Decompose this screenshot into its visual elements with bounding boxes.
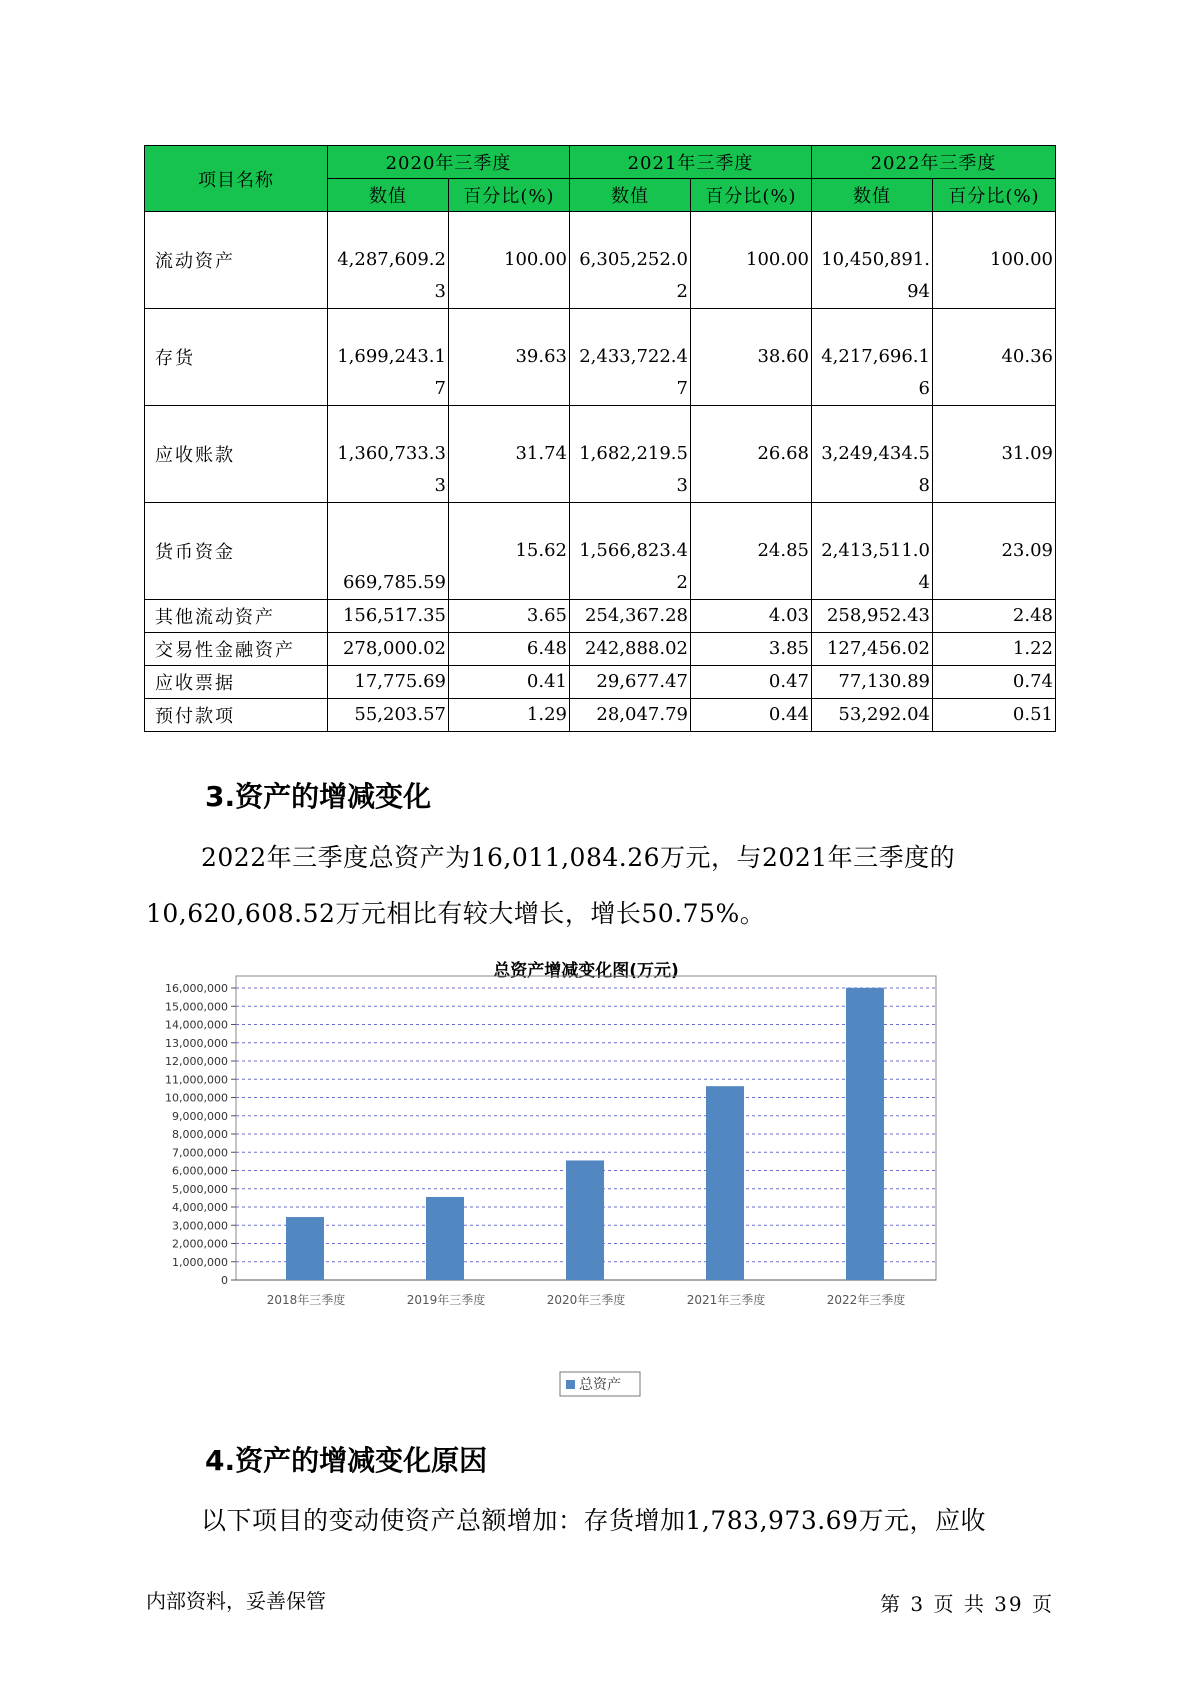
percent-cell: 39.63: [449, 309, 570, 406]
header-item-name: 项目名称: [145, 146, 328, 212]
y-tick-label: 11,000,000: [165, 1073, 228, 1087]
y-tick-label: 10,000,000: [165, 1091, 228, 1105]
y-tick-label: 7,000,000: [172, 1146, 228, 1160]
table-row: [145, 309, 1056, 406]
value-cell: 242,888.02: [570, 633, 691, 666]
row-name: 应收票据: [145, 666, 328, 699]
value-cell: 55,203.57: [328, 699, 449, 732]
header-period-2020: 2020年三季度: [328, 146, 570, 179]
percent-cell: 1.29: [449, 699, 570, 732]
percent-cell: 100.00: [449, 212, 570, 309]
percent-cell: 0.47: [691, 666, 812, 699]
row-name: 货币资金: [145, 503, 328, 600]
row-name: 预付款项: [145, 699, 328, 732]
percent-cell: 100.00: [691, 212, 812, 309]
value-cell: 2,433,722.47: [570, 309, 691, 406]
total-assets-bar-chart: [146, 950, 1026, 1400]
chart-x-axis: [267, 1292, 906, 1307]
page-number: 第 3 页 共 39 页: [880, 1592, 1054, 1616]
header-value: 数值: [328, 179, 449, 212]
table-body: [145, 212, 1056, 732]
percent-cell: 38.60: [691, 309, 812, 406]
percent-cell: 0.44: [691, 699, 812, 732]
x-tick-label: 2021年三季度: [686, 1293, 766, 1307]
y-tick-label: 3,000,000: [172, 1219, 228, 1233]
bar: [706, 1086, 744, 1280]
y-tick-label: 4,000,000: [172, 1201, 228, 1214]
value-cell: 1,682,219.53: [570, 406, 691, 503]
table-header-row: [145, 146, 1056, 179]
row-name: 存货: [145, 309, 328, 406]
table-row: [145, 633, 1056, 666]
header-value: 数值: [812, 179, 933, 212]
value-cell: 53,292.04: [812, 699, 933, 732]
percent-cell: 1.22: [933, 633, 1056, 666]
table-row: [145, 699, 1056, 732]
chart-y-axis: [165, 982, 236, 1287]
row-name: 流动资产: [145, 212, 328, 309]
value-cell: 4,217,696.16: [812, 309, 933, 406]
y-tick-label: 0: [221, 1274, 228, 1287]
bar: [286, 1217, 324, 1280]
row-name: 交易性金融资产: [145, 633, 328, 666]
y-tick-label: 5,000,000: [172, 1182, 228, 1196]
value-cell: 258,952.43: [812, 600, 933, 633]
x-tick-label: 2020年三季度: [546, 1293, 626, 1307]
value-cell: 156,517.35: [328, 600, 449, 633]
header-percent: 百分比(%): [691, 179, 812, 212]
percent-cell: 3.65: [449, 600, 570, 633]
bar: [426, 1197, 464, 1280]
percent-cell: 23.09: [933, 503, 1056, 600]
y-tick-label: 13,000,000: [165, 1036, 228, 1050]
header-value: 数值: [570, 179, 691, 212]
y-tick-label: 14,000,000: [165, 1018, 228, 1032]
percent-cell: 2.48: [933, 600, 1056, 633]
bar: [846, 988, 884, 1280]
value-cell: 28,047.79: [570, 699, 691, 732]
y-tick-label: 9,000,000: [172, 1109, 228, 1123]
percent-cell: 40.36: [933, 309, 1056, 406]
percent-cell: 0.74: [933, 666, 1056, 699]
percent-cell: 26.68: [691, 406, 812, 503]
value-cell: 1,566,823.42: [570, 503, 691, 600]
percent-cell: 3.85: [691, 633, 812, 666]
y-tick-label: 1,000,000: [172, 1255, 228, 1269]
value-cell: 17,775.69: [328, 666, 449, 699]
value-cell: 2,413,511.04: [812, 503, 933, 600]
value-cell: 3,249,434.58: [812, 406, 933, 503]
chart-title: 总资产增减变化图(万元): [493, 961, 679, 981]
bar: [566, 1160, 604, 1280]
table-row: [145, 600, 1056, 633]
x-tick-label: 2018年三季度: [266, 1293, 346, 1307]
x-tick-label: 2022年三季度: [826, 1293, 906, 1307]
percent-cell: 6.48: [449, 633, 570, 666]
legend-label: 总资产: [579, 1377, 621, 1393]
header-percent: 百分比(%): [449, 179, 570, 212]
percent-cell: 15.62: [449, 503, 570, 600]
section-heading: 3.资产的增减变化: [205, 780, 432, 813]
table-row: [145, 503, 1056, 600]
y-tick-label: 6,000,000: [172, 1164, 228, 1178]
value-cell: 278,000.02: [328, 633, 449, 666]
table-row: [145, 406, 1056, 503]
percent-cell: 31.09: [933, 406, 1056, 503]
section-paragraph: 以下项目的变动使资产总额增加：存货增加1,783,973.69万元，应收: [201, 1506, 986, 1535]
value-cell: 669,785.59: [328, 503, 449, 600]
header-period-2022: 2022年三季度: [812, 146, 1056, 179]
value-cell: 254,367.28: [570, 600, 691, 633]
value-cell: 1,699,243.17: [328, 309, 449, 406]
table-row: [145, 666, 1056, 699]
value-cell: 10,450,891.94: [812, 212, 933, 309]
current-assets-table: [144, 145, 1056, 732]
header-percent: 百分比(%): [933, 179, 1056, 212]
section-heading: 4.资产的增减变化原因: [205, 1444, 488, 1477]
y-tick-label: 16,000,000: [165, 982, 228, 995]
y-tick-label: 8,000,000: [172, 1128, 228, 1141]
x-tick-label: 2019年三季度: [406, 1293, 486, 1307]
y-tick-label: 12,000,000: [165, 1055, 228, 1068]
value-cell: 1,360,733.33: [328, 406, 449, 503]
percent-cell: 100.00: [933, 212, 1056, 309]
footer-note: 内部资料，妥善保管: [146, 1589, 326, 1613]
percent-cell: 0.51: [933, 699, 1056, 732]
value-cell: 77,130.89: [812, 666, 933, 699]
percent-cell: 24.85: [691, 503, 812, 600]
legend-swatch: [566, 1380, 575, 1389]
chart-legend: [560, 1372, 640, 1396]
value-cell: 29,677.47: [570, 666, 691, 699]
header-period-2021: 2021年三季度: [570, 146, 812, 179]
section-paragraph: 2022年三季度总资产为16,011,084.26万元，与2021年三季度的10,620,608.52万元相比有较大增长，增长50.75%。: [146, 843, 956, 928]
table-row: [145, 212, 1056, 309]
percent-cell: 4.03: [691, 600, 812, 633]
y-tick-label: 15,000,000: [165, 1000, 228, 1014]
value-cell: 127,456.02: [812, 633, 933, 666]
value-cell: 6,305,252.02: [570, 212, 691, 309]
row-name: 应收账款: [145, 406, 328, 503]
value-cell: 4,287,609.23: [328, 212, 449, 309]
percent-cell: 31.74: [449, 406, 570, 503]
percent-cell: 0.41: [449, 666, 570, 699]
y-tick-label: 2,000,000: [172, 1237, 228, 1251]
row-name: 其他流动资产: [145, 600, 328, 633]
